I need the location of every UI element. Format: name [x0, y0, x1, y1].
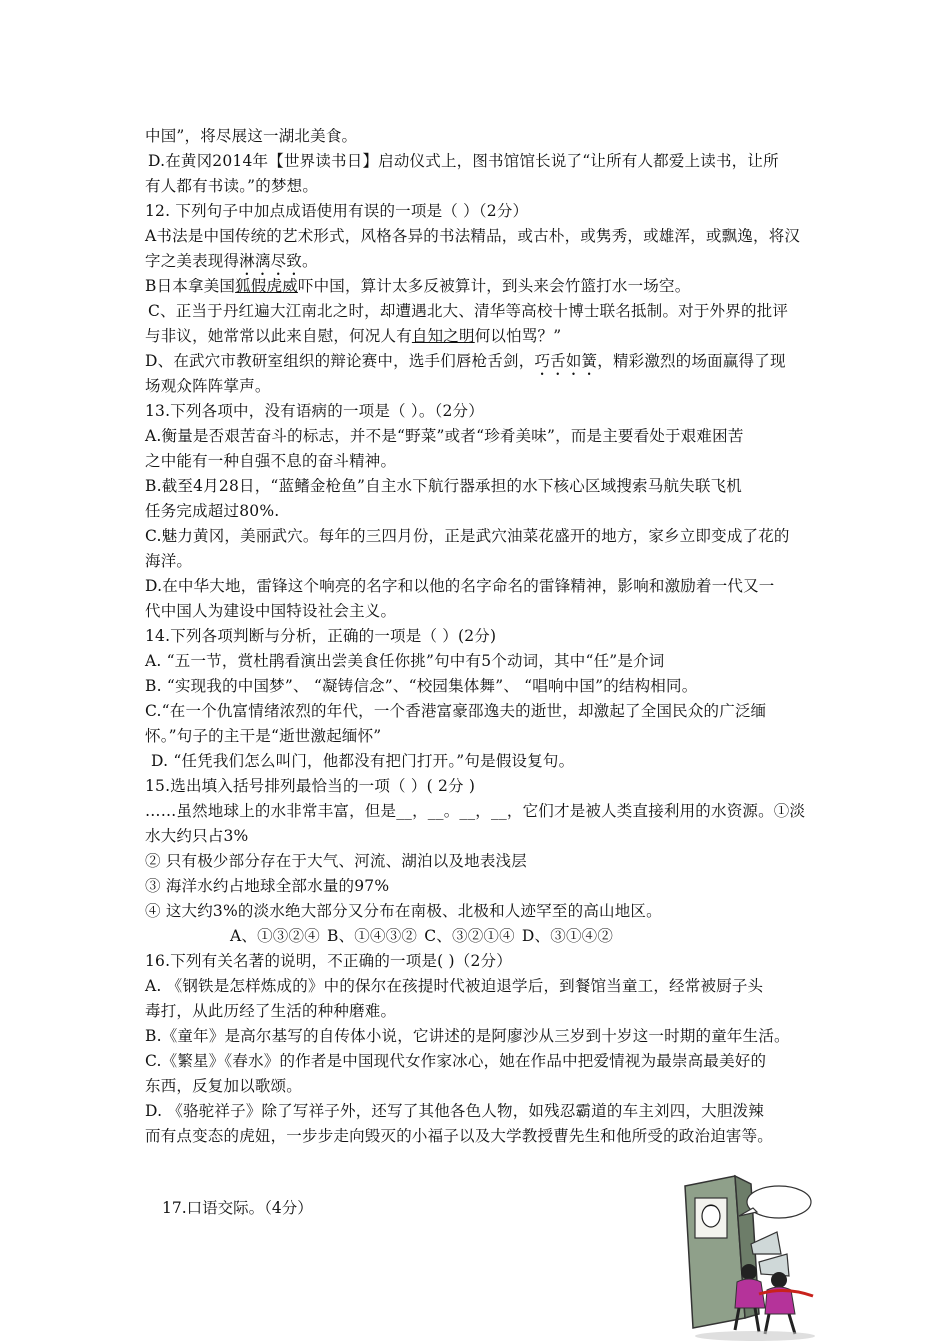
question-16-title: 16.下列有关名著的说明，不正确的一项是( )（2分） [145, 952, 512, 970]
face-shape [702, 1205, 720, 1227]
text-span: D、在武穴市教研室组织的辩论赛中，选手们唇枪舌剑， [145, 352, 535, 370]
text-line: D.在黄冈2014年【世界读书日】启动仪式上，图书馆馆长说了“让所有人都爱上读书，让所 [148, 152, 779, 170]
question-13-title: 13.下列各项中，没有语病的一项是（ ）。（2分） [145, 402, 484, 420]
q12-option-a: A书法是中国传统的艺术形式，风格各异的书法精品，或古朴，或隽秀，或雄浑，或飘逸，将汉 [145, 227, 801, 245]
q13-option-b-cont: 任务完成超过80%. [145, 502, 280, 520]
q13-option-d-cont: 代中国人为建设中国特设社会主义。 [145, 602, 397, 620]
q15-options: A、①③②④ B、①④③② C、③②①④ D、③①④② [230, 927, 614, 945]
exam-page-body [145, 124, 817, 1149]
q13-option-b: B.截至4月28日，“蓝鳍金枪鱼”自主水下航行器承担的水下核心区域搜索马航失联飞机 [145, 477, 742, 495]
q13-option-c-cont: 海洋。 [145, 552, 193, 570]
question-12-title: 12. 下列句子中加点成语使用有误的一项是（ ）（2分） [145, 202, 529, 220]
q12-option-b [145, 274, 817, 299]
q14-option-c-cont: 怀。”句子的主干是“逝世激起缅怀” [145, 727, 382, 745]
q13-option-c: C.魅力黄冈，美丽武穴。每年的三四月份，正是武穴油菜花盛开的地方，家乡立即变成了花的 [145, 527, 790, 545]
text-line: 中国”，将尽展这一湖北美食。 [145, 127, 358, 145]
q12-option-a-cont [145, 249, 817, 274]
q13-option-a-cont: 之中能有一种自强不息的奋斗精神。 [145, 452, 397, 470]
cartoon-illustration [655, 1168, 820, 1343]
text-span: 吓中国，算计太多反被算计，到头来会竹篮打水一场空。 [297, 277, 691, 295]
text-span: ，精彩激烈的场面赢得了现 [597, 352, 786, 370]
q14-option-c: C.“在一个仇富情绪浓烈的年代，一个香港富豪邵逸夫的逝世，却激起了全国民众的广泛缅 [145, 702, 767, 720]
text-line: 有人都有书读。”的梦想。 [145, 177, 319, 195]
question-15-title: 15.选出填入括号排列最恰当的一项（ ）( 2分 ) [145, 777, 476, 795]
speech-bubble [747, 1186, 811, 1218]
megaphone-shape [751, 1232, 781, 1254]
q15-passage: ……虽然地球上的水非常丰富，但是__，__。__，__，它们才是被人类直接利用的水资源。①淡 [145, 802, 806, 820]
q12-option-d-cont: 场观众阵阵掌声。 [145, 377, 271, 395]
q12-option-c: C、正当于丹红遍大江南北之时，却遭遇北大、清华等高校十博士联名抵制。对于外界的批评 [148, 302, 789, 320]
q16-option-d-cont: 而有点变态的虎妞，一步步走向毁灭的小福子以及大学教授曹先生和他所受的政治迫害等。 [145, 1127, 774, 1145]
q16-option-d: D. 《骆驼祥子》除了写祥子外，还写了其他各色人物，如残忍霸道的车主刘四，大胆泼辣 [145, 1102, 764, 1120]
q13-option-a: A.衡量是否艰苦奋斗的标志，并不是“野菜”或者“珍肴美味”，而是主要看处于艰难困苦 [145, 427, 744, 445]
q13-option-d: D.在中华大地，雷锋这个响亮的名字和以他的名字命名的雷锋精神，影响和激励着一代又一 [145, 577, 775, 595]
q15-item-3: ③ 海洋水约占地球全部水量的97% [145, 877, 390, 895]
q12-option-c-cont [145, 324, 817, 349]
figure-head [771, 1272, 787, 1288]
q15-item-4: ④ 这大约3%的淡水绝大部分又分布在南极、北极和人迹罕至的高山地区。 [145, 902, 662, 920]
q14-option-d: D. “任凭我们怎么叫门，他都没有把门打开。”句是假设复句。 [151, 752, 575, 770]
q16-option-c: C.《繁星》《春水》的作者是中国现代女作家冰心，她在作品中把爱情视为最崇高最美好的 [145, 1052, 767, 1070]
figure-head [741, 1264, 757, 1280]
question-14-title: 14.下列各项判断与分析，正确的一项是（ ）(2分) [145, 627, 497, 645]
q15-item-2: ② 只有极少部分存在于大气、河流、湖泊以及地表浅层 [145, 852, 527, 870]
text-span: 何以怕骂？” [474, 327, 562, 345]
q16-option-a: A. 《钢铁是怎样炼成的》中的保尔在孩提时代被迫退学后，到餐馆当童工，经常被厨子头 [145, 977, 764, 995]
text-span: B日本拿美国 [145, 277, 236, 295]
dotted-idiom: 淋漓尽致 [239, 252, 303, 270]
text-span: 与非议，她常常以此来自慰，何况人有 [145, 327, 412, 345]
q16-option-a-cont: 毒打，从此历经了生活的种种磨难。 [145, 1002, 397, 1020]
text-span: 字之美表现得 [145, 252, 240, 270]
q16-option-c-cont: 东西，反复加以歌颂。 [145, 1077, 303, 1095]
dotted-idiom: 巧舌如簧 [534, 352, 598, 370]
ground-shadow [695, 1331, 815, 1341]
question-17-title: 17.口语交际。（4分） [162, 1199, 313, 1217]
megaphone-shape [759, 1254, 789, 1276]
underlined-idiom: 狐假虎威 [235, 277, 298, 295]
q15-passage-cont: 水大约只占3% [145, 827, 249, 845]
q16-option-b: B.《童年》是高尔基写的自传体小说，它讲述的是阿廖沙从三岁到十岁这一时期的童年生活。 [145, 1027, 790, 1045]
q14-option-b: B. “实现我的中国梦”、 “凝铸信念”、“校园集体舞”、 “唱响中国”的结构相同。 [145, 677, 698, 695]
q12-option-d [145, 349, 817, 374]
underlined-idiom: 自知之明 [411, 327, 475, 345]
q14-option-a: A. “五一节，赏杜鹃看演出尝美食任你挑”句中有5个动词，其中“任”是介词 [145, 652, 665, 670]
text-span: 。 [302, 252, 318, 270]
